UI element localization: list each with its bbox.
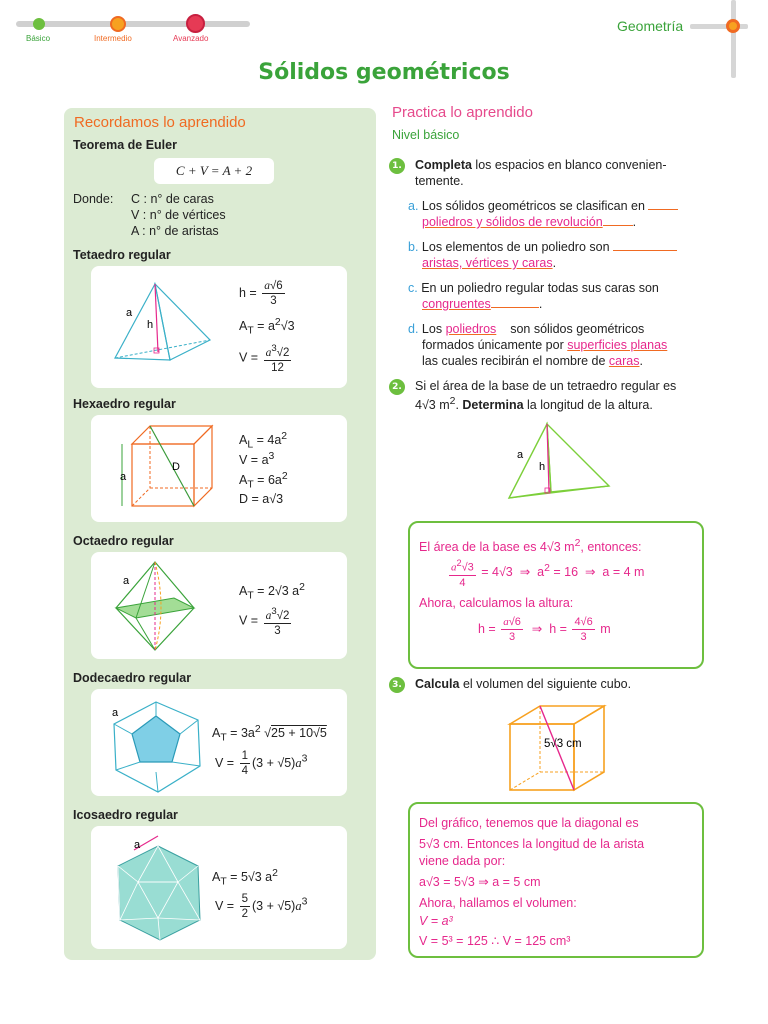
q1a-answer: poliedros y sólidos de revolución bbox=[422, 215, 603, 229]
q2-sol1: El área de la base es 4 bbox=[419, 540, 547, 555]
question-1-number: 1. bbox=[389, 158, 405, 174]
tetra-h-label: h bbox=[147, 319, 154, 331]
q1-text1: los espacios en blanco convenien- bbox=[471, 158, 667, 172]
level-basic-dot bbox=[33, 18, 45, 30]
q1d-line3: las cuales recibirán el nombre de bbox=[422, 354, 606, 368]
euler-formula: C + V = A + 2 bbox=[154, 158, 274, 184]
level-basic-label: Básico bbox=[26, 34, 51, 43]
donde-label: Donde: bbox=[73, 192, 114, 206]
q3-sol-line4: a√3 = 5√3 ⇒ a = 5 cm bbox=[419, 875, 541, 889]
q1c-letter: c. bbox=[408, 281, 418, 295]
icosa-volume-formula: V = $\frac{5}{2}$ $(3 + √5)a^3$ bbox=[215, 893, 308, 920]
q2-text1a: Si el área de la base de un tetraedro regular es bbox=[415, 379, 677, 393]
q1d-answer-3: caras bbox=[608, 354, 640, 368]
q1d-pre: Los bbox=[421, 322, 443, 336]
difficulty-level-bar bbox=[16, 8, 252, 48]
q2-a-label: a bbox=[517, 449, 524, 461]
dodeca-title: Dodecaedro regular bbox=[73, 671, 192, 685]
q1-item-b: b. Los elementos de un poliedro son aristas, vértices y caras. bbox=[408, 239, 705, 271]
q3-sol-line3: viene dada por: bbox=[419, 854, 506, 868]
tetra-area-formula: $A_T = a^2√3$ bbox=[239, 317, 295, 337]
q1-item-c: c. En un poliedro regular todas sus caras son congruentes . bbox=[408, 281, 659, 311]
question-3-text bbox=[415, 676, 705, 692]
q1-item-a: a. Los sólidos geométricos se clasifican en poliedros y sólidos de revolución . bbox=[408, 198, 705, 230]
tetrahedron-figure bbox=[110, 280, 220, 370]
level-intermediate-dot bbox=[110, 16, 126, 32]
octa-a-label: a bbox=[123, 575, 130, 587]
q1d-answer-1: poliedros bbox=[445, 322, 497, 336]
q1c-text: En un poliedro regular todas sus caras son bbox=[421, 281, 659, 295]
q1d-line2: formados únicamente por bbox=[422, 338, 564, 352]
dodeca-area-formula: $A_T = 3a^2$ √25 + 10√5 bbox=[212, 724, 327, 744]
dodecahedron-figure bbox=[108, 700, 208, 794]
euler-def-c: C : n° de caras bbox=[131, 192, 214, 206]
q2-sol1b: , entonces: bbox=[580, 540, 642, 555]
q1c-answer: congruentes bbox=[422, 297, 491, 311]
level-advanced-label: Avanzado bbox=[173, 34, 209, 43]
q3-sol-line1: Del gráfico, tenemos que la diagonal es bbox=[419, 816, 639, 830]
tetra-a-label: a bbox=[126, 307, 133, 319]
q1d-mid: son sólidos geométricos bbox=[510, 322, 645, 336]
q3-sol-line7: V = 5³ = 125 ∴ V = 125 cm³ bbox=[419, 934, 571, 948]
hexa-total-formula: $A_T = 6a^2$ bbox=[239, 471, 288, 491]
q3-cube-figure bbox=[508, 704, 608, 794]
tetra-title: Tetaedro regular bbox=[73, 248, 171, 262]
tetra-h-formula: h = $\frac{a√6}{3}$ bbox=[239, 280, 283, 307]
octa-title: Octaedro regular bbox=[73, 534, 174, 548]
q2-sol-line3: Ahora, calculamos la altura: bbox=[419, 596, 574, 610]
q2-tetrahedron-figure bbox=[505, 422, 615, 504]
q3-sol-line5: Ahora, hallamos el volumen: bbox=[419, 896, 577, 910]
hexa-d-label: D bbox=[172, 461, 180, 473]
level-intermediate-label: Intermedio bbox=[94, 34, 132, 43]
q2-h-label: h bbox=[539, 461, 546, 473]
q3-verb: Calcula bbox=[415, 677, 460, 691]
euler-def-a: A : n° de aristas bbox=[131, 224, 219, 238]
icosa-a-label: a bbox=[134, 839, 141, 851]
corner-dot bbox=[726, 19, 740, 33]
dodeca-volume-formula: V = $\frac{1}{4}$ $(3 + √5)a^3$ bbox=[215, 750, 308, 777]
question-2-number: 2. bbox=[389, 379, 405, 395]
q2-sol-line1: El área de la base es 4√3 $m^2$, entonces: bbox=[419, 538, 642, 555]
level-track bbox=[16, 21, 250, 27]
q2-verb: Determina bbox=[462, 398, 524, 413]
question-1-text bbox=[415, 157, 705, 189]
q1d-answer-2: superficies planas bbox=[567, 338, 668, 352]
hexa-a-label: a bbox=[120, 471, 127, 483]
hexa-title: Hexaedro regular bbox=[73, 397, 176, 411]
q1a-text: Los sólidos geométricos se clasifican en bbox=[421, 199, 645, 213]
q1d-letter: d. bbox=[408, 322, 419, 336]
subject-label: Geometría bbox=[617, 18, 684, 34]
hexa-volume-formula: $V = a^3$ bbox=[239, 451, 275, 468]
icosa-title: Icosaedro regular bbox=[73, 808, 178, 822]
q3-diagonal-label: 5√3 cm bbox=[544, 738, 582, 750]
octa-area-formula: $A_T = 2√3$ $a^2$ bbox=[239, 582, 305, 602]
level-advanced-dot bbox=[186, 14, 205, 33]
q1-verb: Completa bbox=[415, 158, 472, 172]
page-title: Sólidos geométricos bbox=[258, 60, 510, 85]
q1a-letter: a. bbox=[408, 199, 419, 213]
tetra-volume-formula: V = $\frac{a^3√2}{12}$ bbox=[239, 343, 290, 374]
recall-heading: Recordamos lo aprendido bbox=[74, 114, 246, 131]
question-2-text: Si el área de la base de un tetraedro regular es 4√3 $m^2$. Determina la longitud de la altura. bbox=[415, 379, 677, 413]
euler-def-v: V : n° de vértices bbox=[131, 208, 226, 222]
q3-text: el volumen del siguiente cubo. bbox=[459, 677, 632, 691]
q1b-answer: aristas, vértices y caras bbox=[422, 256, 553, 270]
level-label: Nivel básico bbox=[392, 128, 460, 142]
q1-text2: temente. bbox=[415, 174, 464, 188]
hexahedron-figure bbox=[112, 424, 222, 518]
dodeca-a-label: a bbox=[112, 707, 119, 719]
q2-text2b: la longitud de la altura. bbox=[523, 398, 653, 413]
q3-sol-line6: V = a³ bbox=[419, 914, 453, 928]
q1-item-d: d. Los poliedros son sólidos geométricos formados únicamente por superficies planas las cuales recibirán el nombre de caras. bbox=[408, 322, 668, 368]
question-3-number: 3. bbox=[389, 677, 405, 693]
q2-sol-line4: h = $\frac{a√6}{3}$ ⇒ h = $\frac{4√6}{3}$ m bbox=[478, 616, 611, 643]
q3-sol-line2: 5√3 cm. Entonces la longitud de la arista bbox=[419, 837, 645, 851]
q2-sol-line2: $\frac{a^2√3}{4}$ = 4√3 ⇒ $a^2 = 16$ ⇒ a = 4 m bbox=[451, 558, 645, 589]
icosa-area-formula: $A_T = 5√3$ $a^2$ bbox=[212, 868, 278, 888]
octa-volume-formula: V = $\frac{a^3√2}{3}$ bbox=[239, 606, 290, 637]
euler-title: Teorema de Euler bbox=[73, 138, 177, 152]
practice-heading: Practica lo aprendido bbox=[392, 104, 533, 121]
octahedron-figure bbox=[112, 560, 212, 654]
hexa-lateral-formula: $A_L = 4a^2$ bbox=[239, 431, 288, 451]
q1b-text: Los elementos de un poliedro son bbox=[421, 240, 610, 254]
hexa-diagonal-formula: D = a√3 bbox=[239, 492, 284, 506]
q1b-letter: b. bbox=[408, 240, 419, 254]
icosahedron-figure bbox=[112, 832, 212, 944]
